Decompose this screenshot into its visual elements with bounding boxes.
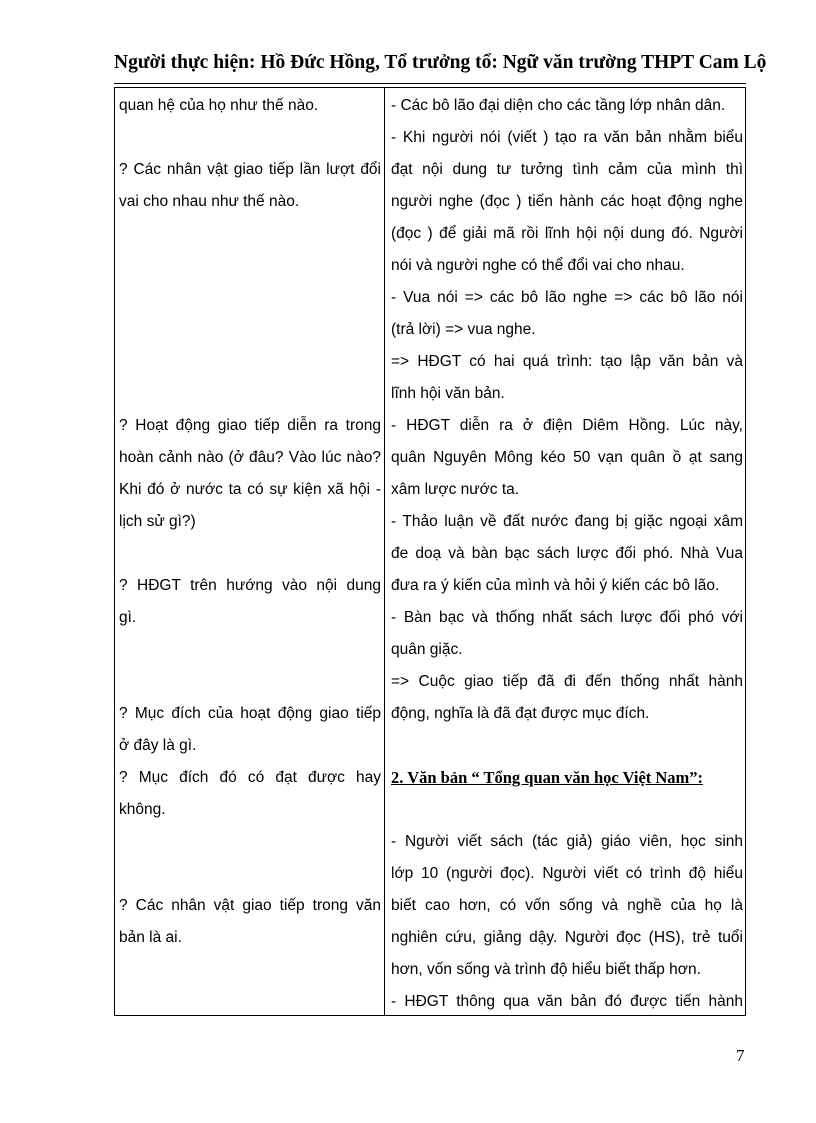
question-line: không.	[119, 801, 166, 818]
answer-line: - Thảo luận về đất nước đang bị giặc ngoại xâm	[391, 513, 743, 530]
answer-line: - Bàn bạc và thống nhất sách lược đối phó với	[391, 609, 743, 626]
question-line: ở đây là gì.	[119, 737, 197, 754]
question-line: gì.	[119, 609, 137, 626]
answer-line: (trả lời) => vua nghe.	[391, 321, 536, 338]
answer-line: => Cuộc giao tiếp đã đi đến thống nhất hành	[391, 673, 743, 690]
answer-line: - Khi người nói (viết ) tạo ra văn bản nhằm biểu	[391, 129, 743, 146]
answer-line: đưa ra ý kiến của mình và hỏi ý kiến các bô lão.	[391, 577, 720, 594]
question-line: ? Mục đích của hoạt động giao tiếp	[119, 705, 381, 722]
section-heading: 2. Văn bản “ Tổng quan văn học Việt Nam”:	[391, 768, 704, 787]
question-line: ? HĐGT trên hướng vào nội dung	[119, 577, 381, 594]
answer-line: quân Nguyên Mông kéo 50 vạn quân ồ ạt sang	[391, 449, 743, 466]
question-line: hoàn cảnh nào (ở đâu? Vào lúc nào?	[119, 449, 381, 466]
answer-line: - HĐGT thông qua văn bản đó được tiến hành	[391, 993, 743, 1010]
answer-line: lớp 10 (người đọc). Người viết có trình độ hiểu	[391, 865, 743, 882]
answer-line: nghiên cứu, giảng dậy. Người đọc (HS), trẻ tuổi	[391, 929, 743, 946]
page-number: 7	[736, 1046, 745, 1065]
answer-line: - Người viết sách (tác giả) giáo viên, học sinh	[391, 833, 743, 850]
answer-line: => HĐGT có hai quá trình: tạo lập văn bản và	[391, 353, 743, 370]
answer-line: quân giặc.	[391, 641, 463, 658]
answer-line: nói và người nghe có thể đổi vai cho nhau.	[391, 257, 685, 274]
answer-line: - Các bô lão đại diện cho các tầng lớp nhân dân.	[391, 97, 726, 114]
question-line: vai cho nhau như thế nào.	[119, 193, 300, 210]
page-header: Người thực hiện: Hồ Đức Hồng, Tổ trưởng tổ: Ngữ văn trường THPT Cam Lộ	[114, 52, 767, 73]
question-line: ? Các nhân vật giao tiếp trong văn	[119, 897, 381, 914]
column-divider	[384, 88, 385, 1015]
answer-line: đạt nội dung tư tưởng tình cảm của mình thì	[391, 161, 743, 178]
answer-line: (đọc ) để giải mã rồi lĩnh hội nội dung đó. Người	[391, 225, 743, 242]
question-line: quan hệ của họ như thế nào.	[119, 97, 319, 114]
answer-line: xâm lược nước ta.	[391, 481, 520, 498]
answer-line: hơn, vốn sống và trình độ hiểu biết thấp hơn.	[391, 961, 701, 978]
question-line: ? Hoạt động giao tiếp diễn ra trong	[119, 417, 381, 434]
answer-line: biết cao hơn, có vốn sống và nghề của họ là	[391, 897, 743, 914]
header-rule	[114, 83, 746, 84]
answer-line: động, nghĩa là đã đạt được mục đích.	[391, 705, 650, 722]
answer-line: người nghe (đọc ) tiến hành các hoạt động nghe	[391, 193, 743, 210]
answer-line: - HĐGT diễn ra ở điện Diêm Hồng. Lúc này,	[391, 417, 743, 434]
answer-line: - Vua nói => các bô lão nghe => các bô lão nói	[391, 289, 743, 306]
question-line: lịch sử gì?)	[119, 513, 196, 530]
answer-line: lĩnh hội văn bản.	[391, 385, 505, 402]
answer-line: đe doạ và bàn bạc sách lược đối phó. Nhà Vua	[391, 545, 743, 562]
question-line: ? Mục đích đó có đạt được hay	[119, 769, 381, 786]
question-line: ? Các nhân vật giao tiếp lần lượt đổi	[119, 161, 381, 178]
question-line: bản là ai.	[119, 929, 182, 946]
question-line: Khi đó ở nước ta có sự kiện xã hội -	[119, 481, 381, 498]
content-table	[114, 87, 746, 1016]
